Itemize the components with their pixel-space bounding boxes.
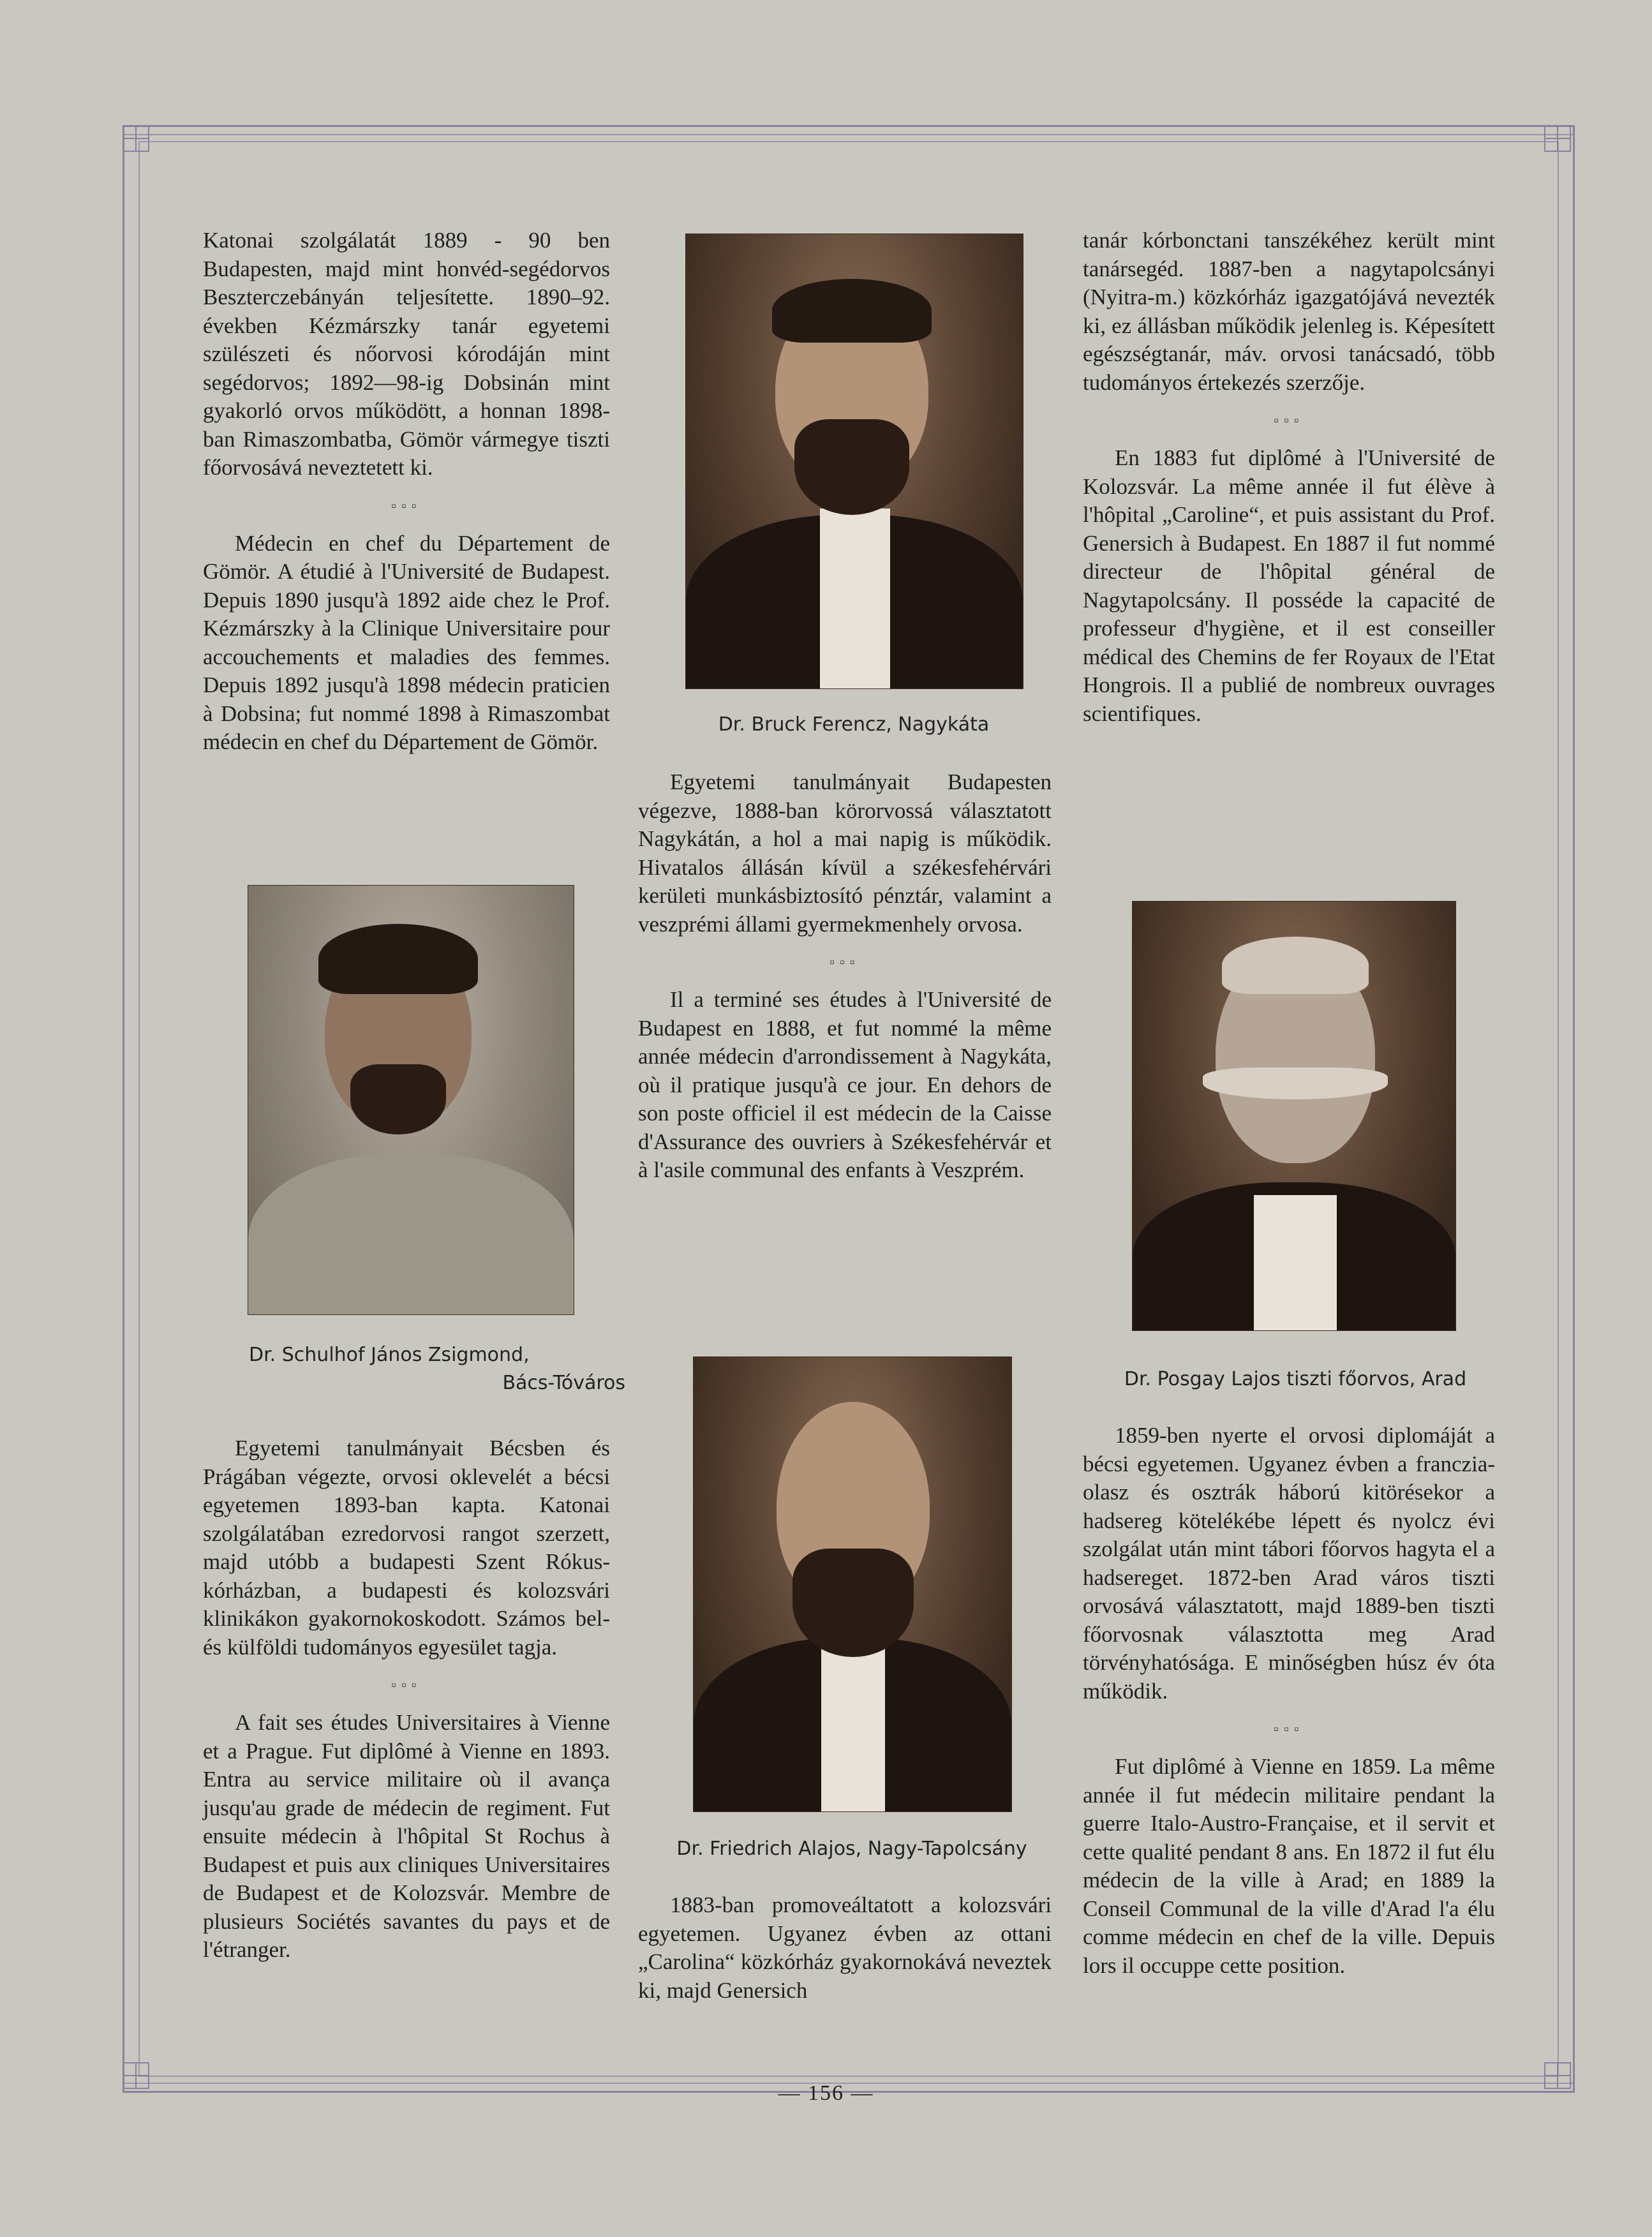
paragraph-hu: Egyetemi tanulmányait Bécsben és Prágában végezte, orvosi oklevelét a bécsi egyetemen 1893-ban kapta. Katonai szolgálatában ezredorvosi rangot szerzett, majd utóbb a budapesti Szent Rókus-kórházban, a budapesti és kolozsvári klinikákon gyakornokoskodott. Számos bel- és külföldi tudományos egyesület tagja. bbox=[203, 1436, 610, 1660]
paragraph-fr: A fait ses études Universitaires à Vienne et a Prague. Fut diplômé à Vienne en 1893. Entra au service militaire où il avança jusqu'au grade de médecin de regiment. Fut ensuite médecin à l'hôpital St Rochus à Budapest et puis aux cliniques Universitaires de Budapest et de Kolozsvár. Membre de plusieurs Sociétés savantes du pays et de l'étranger. bbox=[203, 1710, 610, 1962]
right-column-bottom-text bbox=[1083, 1422, 1495, 1980]
paragraph-fr: Médecin en chef du Département de Gömör. A étudié à l'Université de Budapest. Depuis 1890 jusqu'à 1892 aide chez le Prof. Kézmárszky à la Clinique Universitaire pour accouchements et maladies des femmes. Depuis 1892 jusqu'à 1898 médecin praticien à Dobsina; fut nommé 1898 à Rimaszombat médecin en chef du Département de Gömör. bbox=[203, 530, 610, 754]
hair bbox=[1222, 937, 1369, 994]
section-separator: ▫▫▫ bbox=[391, 497, 422, 514]
shirt bbox=[821, 1638, 885, 1812]
section-separator: ▫▫▫ bbox=[1274, 412, 1304, 428]
portrait-photo-friedrich bbox=[693, 1356, 1012, 1812]
paragraph-fr: En 1883 fut diplômé à l'Université de Kolozsvár. La même année il fut élève à l'hôpital „Caroline“, et puis assistant du Prof. Genersich à Budapest. En 1887 il fut nommé directeur de l'hôpital général de Nagytapolcsány. Il posséde la capacité de professeur d'hygiène, et il est conseiller médical des Chemins de fer Royaux de l'Etat Hongrois. Il a publié de nombreux ouvrages scientifiques. bbox=[1083, 445, 1495, 726]
shirt bbox=[1254, 1195, 1337, 1331]
beard bbox=[350, 1064, 446, 1134]
left-column-top-text bbox=[203, 227, 610, 757]
caption-posgay: Dr. Posgay Lajos tiszti főorvos, Arad bbox=[1124, 1368, 1467, 1390]
frame-rule-top bbox=[124, 134, 1573, 135]
paragraph-fr: Fut diplômé à Vienne en 1859. La même année il fut médecin militaire pendant la guerre Italo-Austro-Française, et il servit et cette qualité pendant 8 ans. En 1872 il fut élu médecin de la ville à Arad; en 1889 la Conseil Communal de la ville d'Arad l'a élu comme médecin en chef de la ville. Depuis lors il occuppe cette position. bbox=[1083, 1754, 1495, 1978]
caption-bruck: Dr. Bruck Ferencz, Nagykáta bbox=[718, 713, 990, 736]
portrait-photo-bruck bbox=[685, 234, 1023, 689]
section-separator: ▫▫▫ bbox=[1274, 1721, 1304, 1737]
shirt bbox=[820, 509, 890, 689]
paragraph-hu: Egyetemi tanulmányait Budapesten végezve, 1888-ban körorvossá választatott Nagykátán, a hol a mai napig is működik. Hivatalos állásán kívül a székesfehérvári kerületi munkásbiztosító pénztár, valamint a veszprémi állami gyermekmenhely orvosa. bbox=[638, 769, 1052, 937]
paragraph-hu: 1883-ban promoveáltatott a kolozsvári egyetemen. Ugyanez évben az ottani „Carolina“ közkórház gyakornokává neveztek ki, majd Genersich bbox=[638, 1892, 1052, 2003]
beard bbox=[794, 419, 909, 515]
right-column-top-text bbox=[1083, 227, 1495, 728]
paragraph-hu: Katonai szolgálatát 1889 - 90 ben Budapesten, majd mint honvéd-segédorvos Beszterczebányán teljesítette. 1890–92. években Kézmárszky tanár egyetemi szülészeti és nőorvosi kórodáján mint segédorvos; 1892—98-ig Dobsinán mint gyakorló orvos működött, a honnan 1898-ban Rimaszombatba, Gömör vármegye tiszti főorvosává neveztetett ki. bbox=[203, 228, 610, 480]
hair bbox=[318, 924, 478, 994]
page-number: — 156 — bbox=[778, 2081, 874, 2105]
left-column-bottom-text bbox=[203, 1434, 610, 1965]
caption-line-name: Dr. Schulhof János Zsigmond, bbox=[249, 1344, 530, 1366]
uniform bbox=[248, 1154, 574, 1315]
middle-column-bottom-text bbox=[638, 1891, 1052, 2005]
caption-friedrich: Dr. Friedrich Alajos, Nagy-Tapolcsány bbox=[676, 1838, 1027, 1860]
portrait-photo-schulhof bbox=[248, 885, 574, 1315]
section-separator: ▫▫▫ bbox=[830, 954, 860, 970]
caption-schulhof bbox=[249, 1341, 625, 1397]
section-separator: ▫▫▫ bbox=[391, 1677, 422, 1693]
caption-line-place: Bács-Tóváros bbox=[502, 1372, 625, 1394]
paragraph-hu: 1859-ben nyerte el orvosi diplomáját a bécsi egyetemen. Ugyanez évben a franczia-olasz és osztrák háború kitörésekor a hadsereg kötelékébe lépett és nyolcz évi szolgálat után mint tábori főorvos hagyta el a hadsereget. 1872-ben Arad város tiszti orvosává választatott, majd 1889-ben tiszti főorvosnak választotta meg Arad törvényhatósága. E minőségben húsz év óta működik. bbox=[1083, 1423, 1495, 1704]
frame-corner-ornament bbox=[123, 125, 149, 152]
frame-corner-ornament bbox=[1544, 125, 1571, 152]
hair bbox=[772, 279, 932, 343]
beard bbox=[793, 1549, 914, 1657]
paragraph-fr: Il a terminé ses études à l'Université de Budapest en 1888, et fut nommé la même année médecin d'arrondissement à Nagykáta, où il pratique jusqu'à ce jour. En dehors de son poste officiel il est médecin de la Caisse d'Assurance des ouvriers à Székesfehérvár et à l'asile communal des enfants à Veszprém. bbox=[638, 987, 1052, 1182]
paragraph-hu: tanár kórbonctani tanszékéhez került mint tanársegéd. 1887-ben a nagytapolcsányi (Nyitra-m.) közkórház igazgatójává nevezték ki, ez állásban működik jelenleg is. Képesített egészségtanár, máv. orvosi tanácsadó, több tudományos értekezés szerzője. bbox=[1083, 228, 1495, 395]
middle-column-text bbox=[638, 768, 1052, 1185]
portrait-photo-posgay bbox=[1132, 901, 1456, 1331]
moustache bbox=[1203, 1067, 1388, 1099]
